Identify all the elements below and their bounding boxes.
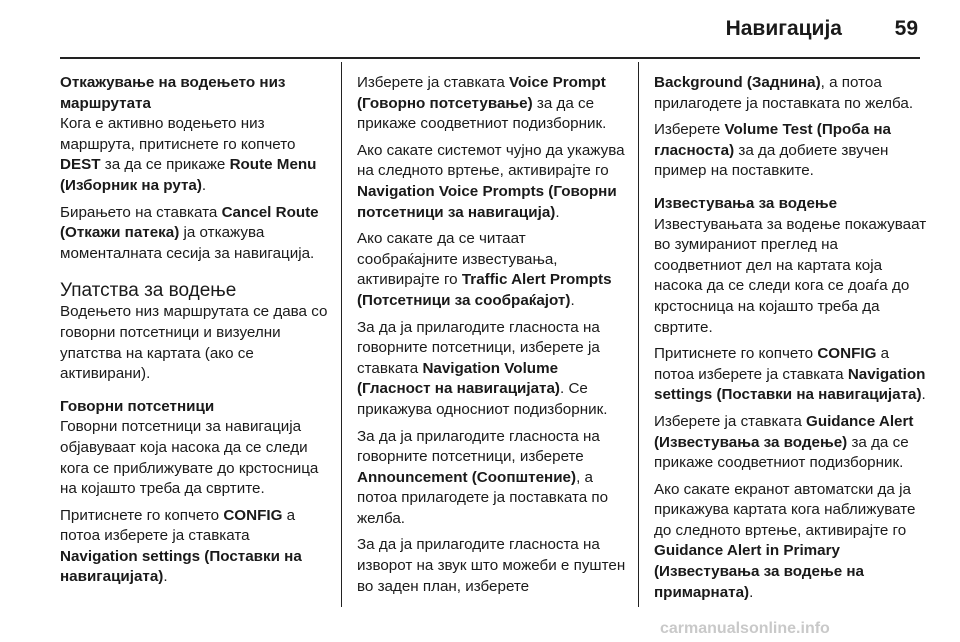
text-run: за да се прикаже соодветниот подизборник. [357, 94, 607, 133]
text-run: Говорни потсетници за навигација објавуваат која насока да се следи кога се приближувате до крстосница на којашто треба да свртите. [60, 418, 319, 498]
paragraph [654, 480, 930, 604]
paragraph [654, 73, 930, 114]
paragraph [357, 427, 629, 530]
bold-term: Background (Заднина) [654, 74, 821, 91]
paragraph [654, 215, 930, 339]
page-title: Навигација [725, 17, 842, 40]
paragraph [357, 73, 629, 135]
bold-term: Cancel Route (Откажи патека) [60, 203, 319, 242]
bold-term: CONFIG [817, 345, 877, 363]
text-run: Известувањата за водење покажуваат во зумираниот преглед на соодветниот дел на картата која насока да се следи кога се доаѓа до крстосница на којашто треба да свртите. [654, 215, 927, 336]
text-run: а потоа изберете ја ставката [654, 345, 890, 383]
bold-term: Navigation settings (Поставки на навигацијата) [654, 365, 926, 404]
text-run: . [749, 583, 754, 601]
bold-term: Volume Test (Проба на гласноста) [654, 121, 891, 159]
column-divider [638, 62, 639, 607]
bold-term: Route Menu (Изборник на рута) [60, 156, 317, 194]
column-1 [60, 73, 330, 594]
section-heading: Известувања за водење [654, 194, 838, 212]
bold-term: Navigation settings (Поставки на навигацијата) [60, 547, 302, 586]
text-run: ја откажува моменталната сесија за навигација. [60, 224, 315, 262]
page-header [0, 0, 960, 60]
bold-term: DEST [60, 156, 101, 174]
text-run: Изберете ја ставката [357, 74, 509, 91]
text-run: . [570, 291, 575, 309]
column-divider [341, 62, 342, 607]
bold-term: Voice Prompt (Говорно потсетување) [357, 74, 606, 112]
bold-term: Guidance Alert (Известувања за водење) [654, 412, 914, 451]
paragraph [60, 203, 330, 265]
bold-term: Traffic Alert Prompts (Потсетници за сообраќајот) [357, 271, 612, 309]
paragraph [357, 229, 629, 311]
paragraph [60, 302, 330, 384]
text-run: за да се прикаже соодветниот подизборник. [654, 433, 909, 472]
text-run: . [163, 568, 168, 586]
text-run: Водењето низ маршрутата се дава со говорни потсетници и визуелни упатства на картата (ако се активирани). [60, 303, 328, 383]
text-run: Ако сакате екранот автоматски да ја прикажува картата кога наближувате до следното вртење, активирајте го [654, 480, 916, 539]
text-run: . Се прикажува односниот подизборник. [357, 380, 608, 418]
paragraph [357, 141, 629, 223]
text-run: Бирањето на ставката [60, 203, 222, 221]
text-run: Кога е активно водењето низ маршрута, притиснете го копчето [60, 115, 296, 153]
text-run: За да ја прилагодите гласноста на изворот на звук што можеби е пуштен во заден план, изберете [357, 536, 626, 595]
text-run: Изберете [654, 121, 725, 139]
text-run: Ако сакате да се читаат сообраќајните известувања, активирајте го [357, 230, 558, 289]
main-heading: Упатства за водење [60, 280, 237, 302]
text-run: Притиснете го копчето [60, 506, 224, 524]
text-run: Притиснете го копчето [654, 345, 818, 363]
text-run: за да добиете звучен пример на поставките. [654, 141, 889, 180]
paragraph [654, 344, 930, 406]
header-divider [60, 57, 920, 59]
paragraph [60, 114, 330, 196]
text-run: , а потоа прилагодете ја поставката по желба. [357, 468, 609, 527]
bold-term: Navigation Volume (Гласност на навигацијата) [357, 359, 560, 398]
column-3 [654, 73, 930, 609]
bold-term: Announcement (Соопштение) [357, 468, 577, 486]
paragraph [60, 417, 330, 499]
bold-term: Navigation Voice Prompts (Говорни потсетници за навигација) [357, 182, 617, 221]
text-run: Изберете ја ставката [654, 412, 806, 430]
text-run: . [921, 386, 926, 404]
paragraph [60, 506, 330, 588]
paragraph [654, 120, 930, 182]
section-heading: Откажување на водењето низ маршрутата [60, 74, 286, 112]
text-run: . [555, 203, 560, 221]
watermark: carmanualsonline.info [660, 620, 830, 637]
text-run: а потоа изберете ја ставката [60, 506, 296, 545]
paragraph [654, 412, 930, 474]
paragraph [357, 535, 629, 597]
bold-term: CONFIG [223, 506, 283, 524]
text-run: Ако сакате системот чујно да укажува на следното вртење, активирајте го [357, 141, 625, 180]
section-heading: Говорни потсетници [60, 397, 215, 415]
page-number: 59 [894, 17, 918, 40]
bold-term: Guidance Alert in Primary (Известувања за водење на примарната) [654, 542, 864, 601]
text-run: . [201, 176, 207, 194]
text-run: , а потоа прилагодете ја поставката по желба. [654, 74, 914, 112]
text-run: За да ја прилагодите гласноста на говорните потсетници, изберете ја ставката [357, 318, 600, 377]
paragraph [357, 318, 629, 421]
text-run: За да ја прилагодите гласноста на говорните потсетници, изберете [357, 427, 600, 466]
column-2 [357, 73, 629, 603]
text-run: за да се прикаже [100, 156, 230, 174]
